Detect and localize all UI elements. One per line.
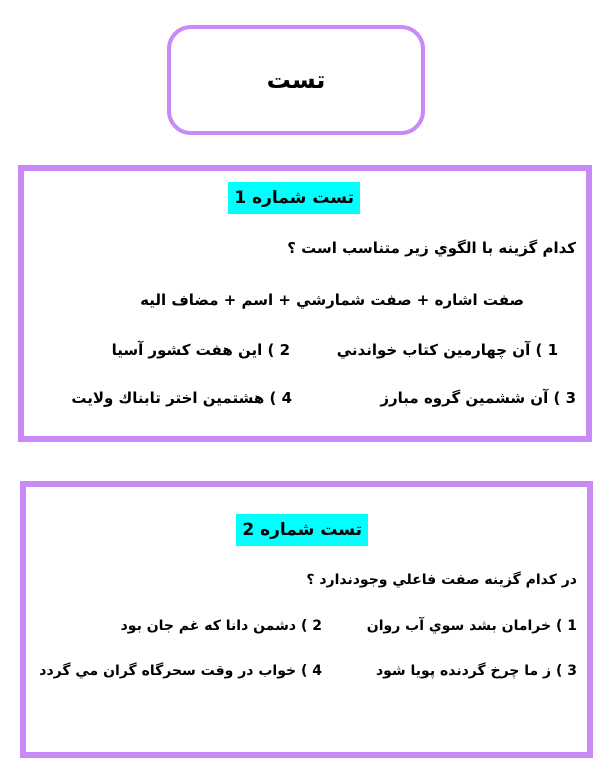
test-1-heading: تست شماره 1 <box>228 182 360 214</box>
test-2-heading: تست شماره 2 <box>236 514 368 546</box>
page-title: تست <box>266 66 326 94</box>
test-1-option-4: 4 ) هشتمین اختر تابناك ولایت <box>71 389 292 407</box>
test-2-option-4: 4 ) خواب در وقت سحرگاه گران مي گردد <box>39 663 322 679</box>
test-2-option-3: 3 ) ز ما چرخ گردنده پویا شود <box>375 663 577 679</box>
test-1-card <box>18 165 592 442</box>
test-2-option-1: 1 ) خرامان بشد سوي آب روان <box>366 618 577 634</box>
test-1-question: كدام گزینه با الگوي زیر متناسب است ؟ <box>287 239 576 257</box>
test-1-option-1: 1 ) آن چهارمین کتاب خواندني <box>336 341 558 359</box>
test-2-option-2: 2 ) دشمن دانا که غم جان بود <box>120 618 322 634</box>
test-1-pattern: صفت اشاره + صفت شمارشي + اسم + مضاف الیه <box>140 291 524 309</box>
test-2-card <box>20 481 593 758</box>
page-title-box <box>167 25 425 135</box>
test-2-question: در کدام گزینه صفت فاعلي وجودندارد ؟ <box>306 572 577 588</box>
test-1-option-3: 3 ) آن ششمین گروه مبارز <box>380 389 576 407</box>
test-1-option-2: 2 ) این هفت کشور آسیا <box>111 341 290 359</box>
